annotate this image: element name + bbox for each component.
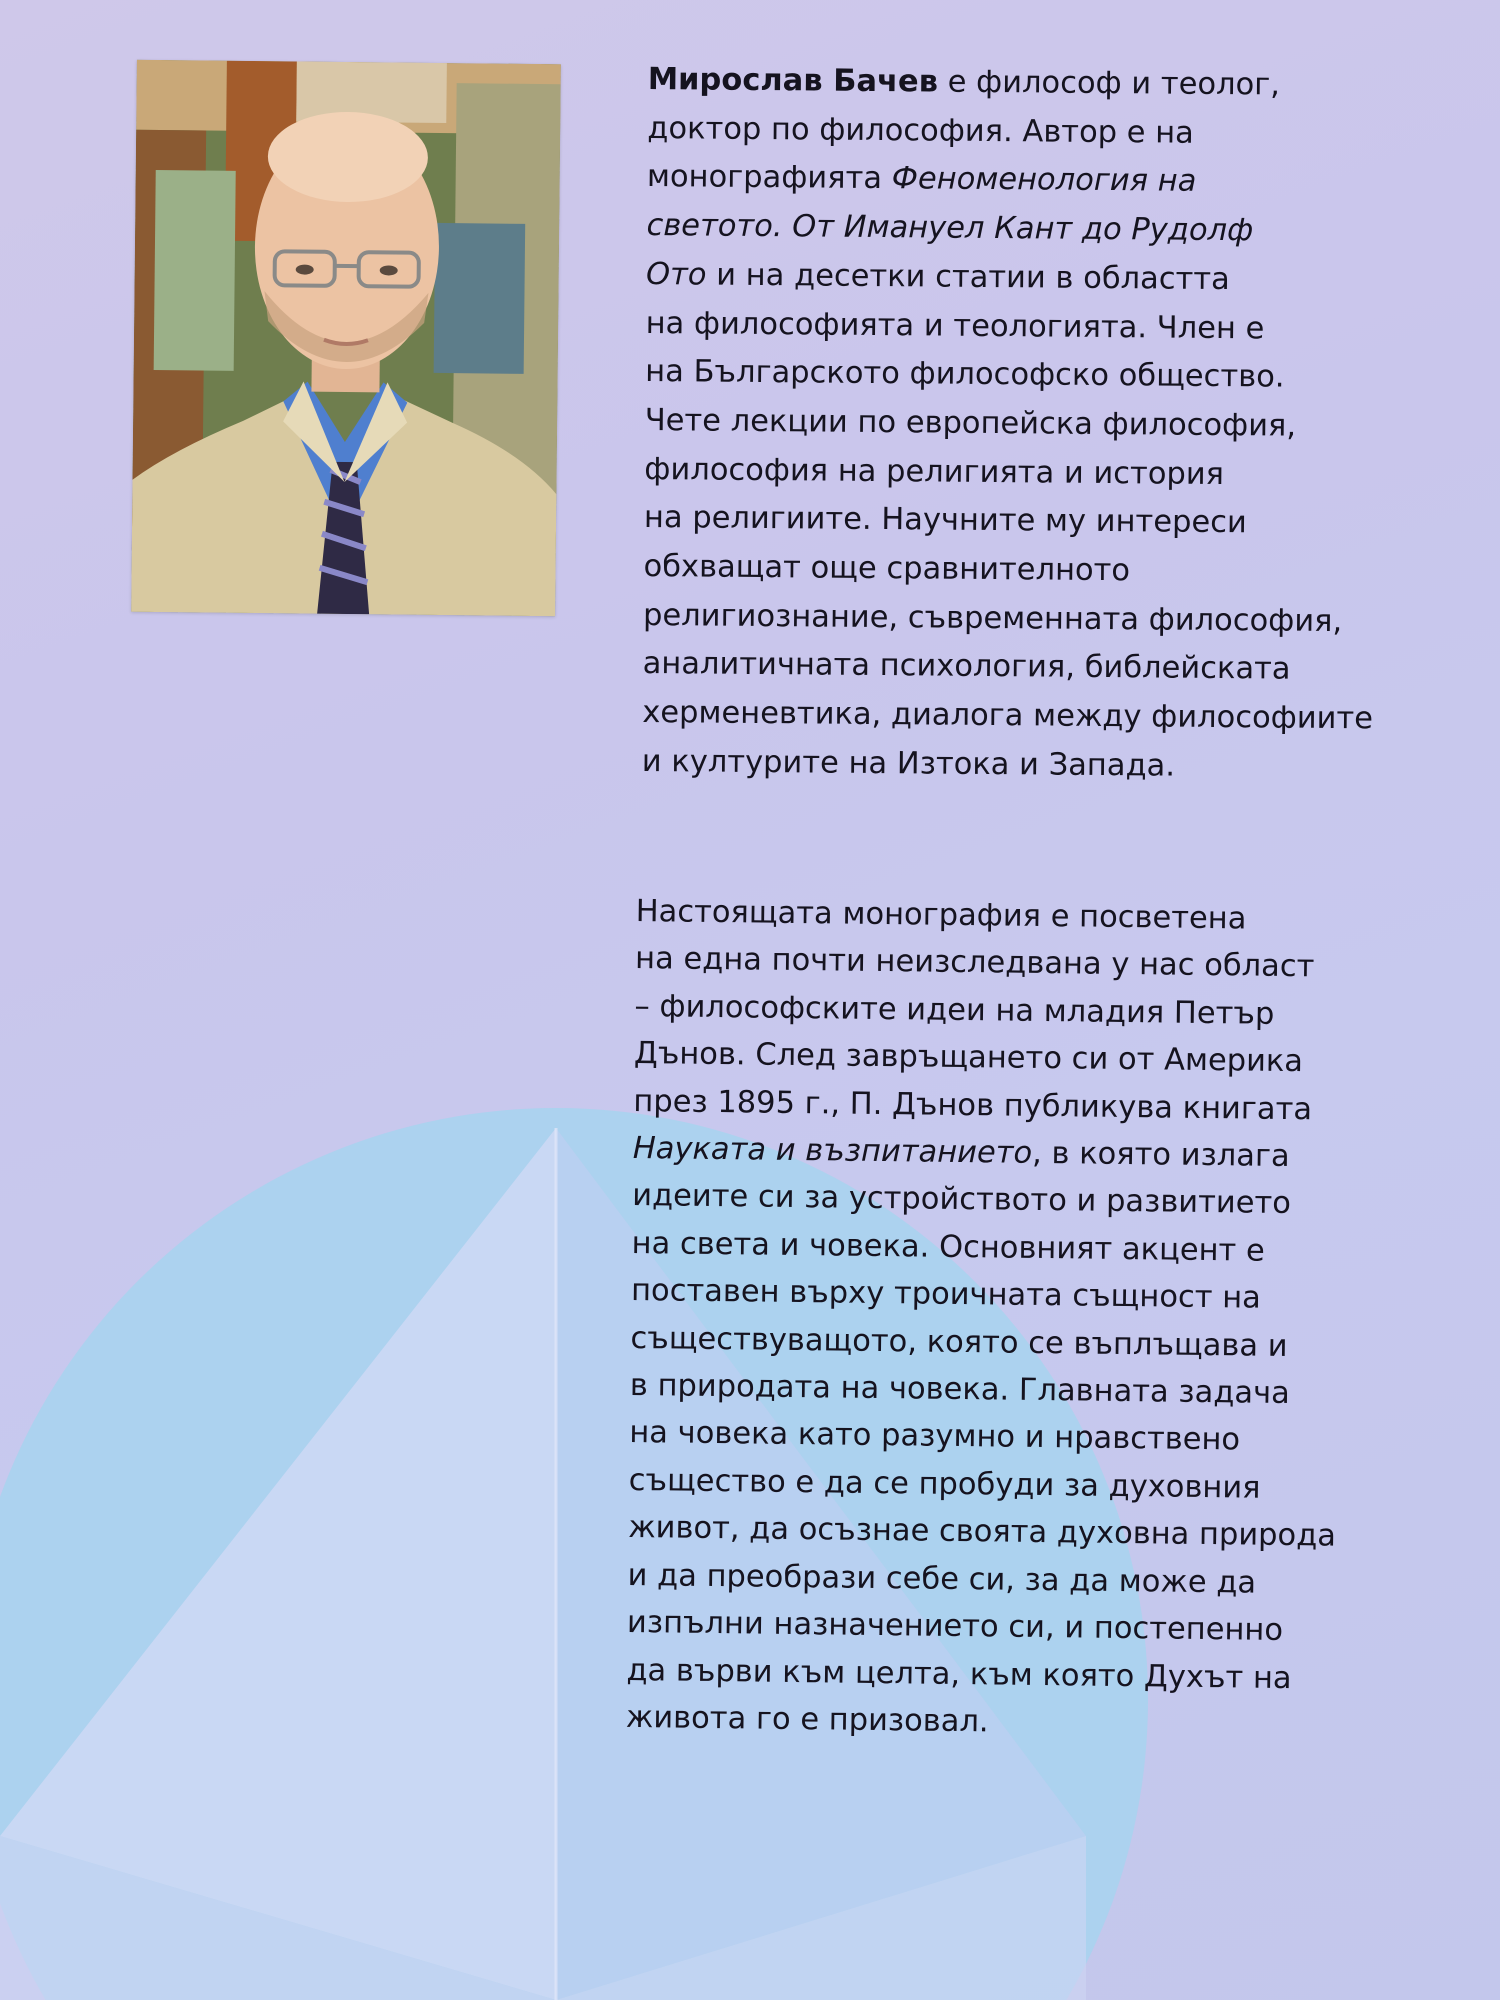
- monograph-title: Феноменология на: [891, 161, 1197, 200]
- summary-line: поставен върху троичната същност на: [630, 1273, 1262, 1316]
- summary-line: съществуващото, която се въплъщава и: [630, 1320, 1288, 1364]
- bio-line: монографията Феноменология на: [646, 159, 1197, 200]
- summary-line: изпълни назначението си, и постепенно: [626, 1605, 1284, 1649]
- summary-line: Науката и възпитанието, в която излага: [632, 1131, 1290, 1175]
- bio-line: на религиите. Научните му интереси: [643, 500, 1247, 541]
- summary-line: същество е да се пробуди за духовния: [628, 1462, 1261, 1506]
- bio-line: на философията и теологията. Член е: [645, 305, 1265, 346]
- summary-line: Настоящата монография е посветена: [635, 893, 1247, 937]
- summary-line: през 1895 г., П. Дънов публикува книгата: [633, 1083, 1313, 1127]
- bio-line: Ото и на десетки статии в областта: [645, 256, 1230, 297]
- summary-line: и да преобрази себе си, за да може да: [627, 1557, 1257, 1601]
- monograph-title-cont: светото. От Имануел Кант до Рудолф: [646, 208, 1254, 249]
- summary-line: на човека като разумно и нравствено: [629, 1415, 1241, 1458]
- summary-line: живота го е призовал.: [625, 1699, 989, 1740]
- summary-line: – философските идеи на младия Петър: [634, 988, 1275, 1032]
- monograph-title-end: Ото: [645, 256, 707, 293]
- bio-line: религиознание, съвременната философия,: [642, 597, 1343, 639]
- bio-line: обхващат още сравнителното: [643, 549, 1131, 589]
- bio-line: доктор по философия. Автор е на: [647, 110, 1194, 151]
- bio-line: Чете лекции по европейска философия,: [644, 402, 1297, 444]
- bio-line: Мирослав Бачев е философ и теолог,: [647, 61, 1281, 103]
- author-bio: [642, 56, 1478, 794]
- summary-line: да върви към целта, към която Духът на: [626, 1652, 1292, 1696]
- book-title: Науката и възпитанието: [632, 1131, 1033, 1171]
- summary-line: живот, да осъзнае своята духовна природа: [627, 1510, 1337, 1554]
- bio-line: херменевтика, диалога между философиите: [642, 695, 1374, 737]
- author-name: Мирослав Бачев: [647, 61, 939, 100]
- bio-line: [646, 202, 1476, 258]
- bio-line: и културите на Изтока и Запада.: [641, 743, 1176, 784]
- bio-line: аналитичната психология, библейската: [642, 646, 1291, 688]
- summary-line: в природата на човека. Главната задача: [629, 1368, 1291, 1412]
- summary-line: на една почти неизследвана у нас област: [634, 941, 1315, 985]
- bio-line: на Българското философско общество.: [645, 354, 1285, 395]
- author-photo: [131, 60, 561, 616]
- bio-line: философия на религията и история: [644, 451, 1225, 492]
- summary-line: на света и човека. Основният акцент е: [631, 1225, 1265, 1269]
- summary-line: идеите си за устройството и развитието: [632, 1178, 1292, 1222]
- summary-line: Дънов. След завръщането си от Америка: [633, 1036, 1304, 1080]
- book-summary: [626, 888, 1466, 1751]
